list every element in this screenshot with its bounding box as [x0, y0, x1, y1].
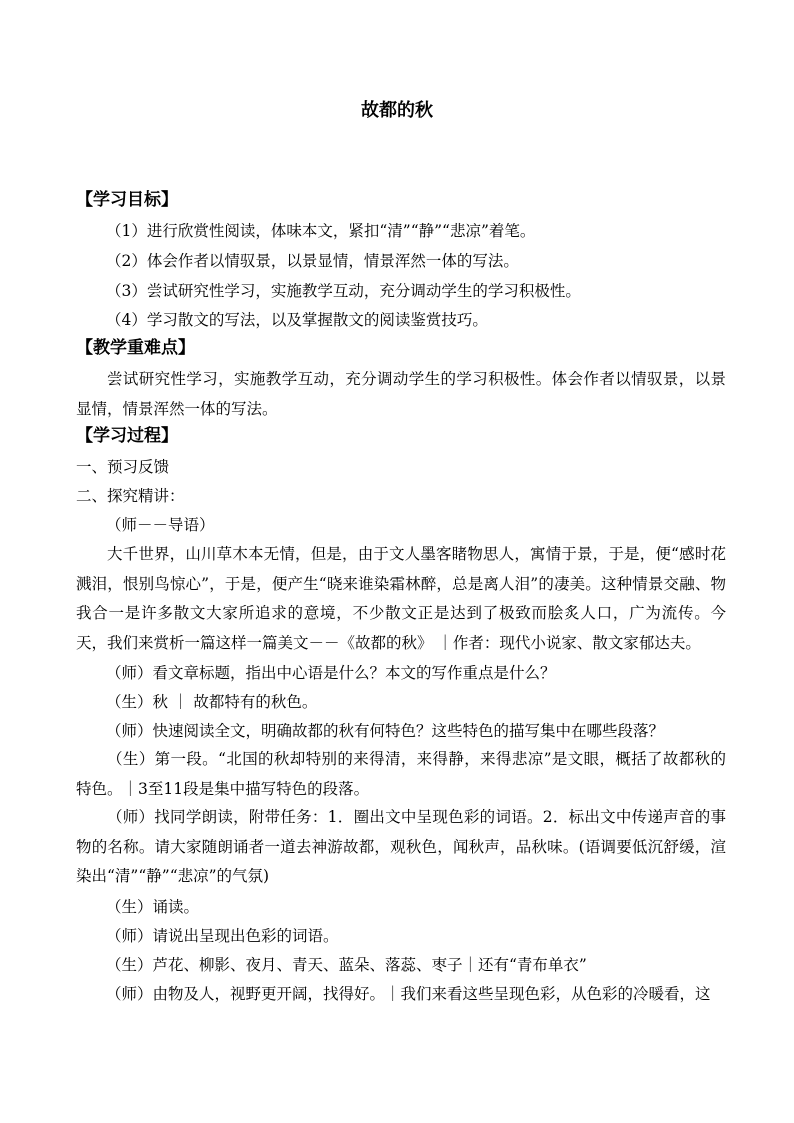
dialog-line-1: （师）看文章标题，指出中心语是什么？本文的写作重点是什么？ [106, 664, 556, 682]
process-heading: 【学习过程】 [76, 426, 178, 446]
goal-item-1: （1）进行欣赏性阅读，体味本文，紧扣“清”“静”“悲凉”着笔。 [106, 222, 536, 240]
intro-paragraph: 大千世界，山川草木本无情，但是，由于文人墨客睹物思人，寓情于景，于是，便“感时花溅泪，恨别鸟惊心”，于是，便产生“晓来谁染霜林醉，总是离人泪”的凄美。这种情景交融、物我合一是许多散文大家所追求的意境，不少散文正是达到了极致而脍炙人口，广为流传。今天，我们来赏析一篇这样一篇美文－－《故都的秋》 ｜作者：现代小说家、散文家郁达夫。 [76, 545, 726, 652]
dialog-line-5: （师）找同学朗读，附带任务：1．圈出文中呈现色彩的词语。2．标出文中传递声音的事物的名称。请大家随朗诵者一道去神游故都，观秋色，闻秋声，品秋味。(语调要低沉舒缓，渲染出“清”“静”“悲凉”的气氛) [76, 808, 726, 886]
process-sub-explore: 二、探究精讲： [76, 487, 185, 505]
dialog-line-2: （生）秋 ｜ 故都特有的秋色。 [106, 693, 318, 711]
key-points-heading: 【教学重难点】 [76, 338, 195, 358]
goal-item-3: （3）尝试研究性学习，实施教学互动，充分调动学生的学习积极性。 [106, 282, 581, 300]
dialog-line-7: （师）请说出呈现出色彩的词语。 [106, 927, 339, 945]
page-title: 故都的秋 [361, 100, 433, 121]
dialog-line-3: （师）快速阅读全文，明确故都的秋有何特色？这些特色的描写集中在哪些段落？ [106, 722, 665, 740]
process-sub-preview: 一、预习反馈 [76, 458, 170, 476]
dialog-line-8: （生）芦花、柳影、夜月、青天、蓝朵、落蕊、枣子｜还有“青布单衣” [106, 956, 587, 974]
goal-item-2: （2）体会作者以情驭景，以景显情，情景浑然一体的写法。 [106, 252, 519, 270]
goals-heading: 【学习目标】 [76, 190, 178, 210]
dialog-line-4: （生）第一段。“北国的秋却特别的来得清，来得静，来得悲凉”是文眼，概括了故都秋的特色。｜3至11段是集中描写特色的段落。 [76, 750, 726, 798]
intro-label: （师－－导语） [106, 516, 215, 534]
key-points-text: 尝试研究性学习，实施教学互动，充分调动学生的学习积极性。体会作者以情驭景，以景显情，情景浑然一体的写法。 [76, 370, 726, 418]
dialog-line-9: （师）由物及人，视野更开阔，找得好。｜我们来看这些呈现色彩，从色彩的冷暖看，这 [106, 985, 711, 1003]
dialog-line-6: （生）诵读。 [106, 898, 200, 916]
goal-item-4: （4）学习散文的写法，以及掌握散文的阅读鉴赏技巧。 [106, 311, 488, 329]
